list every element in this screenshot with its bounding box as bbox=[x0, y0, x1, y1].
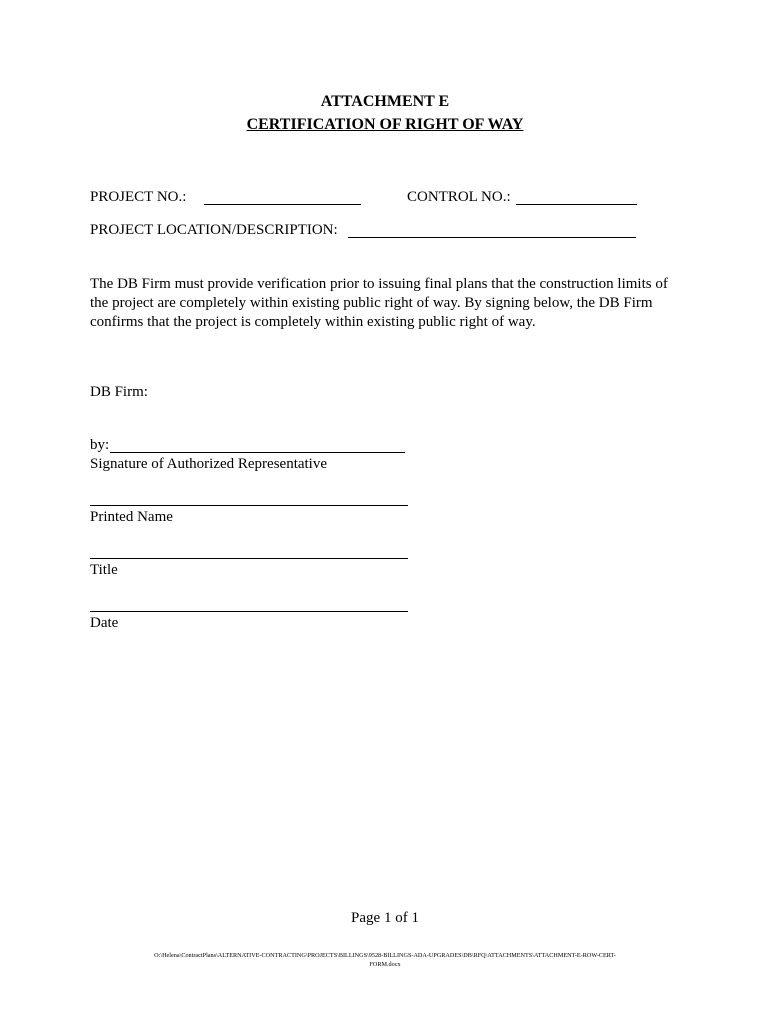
project-location-field[interactable] bbox=[348, 237, 636, 238]
signature-field[interactable] bbox=[110, 452, 405, 453]
printed-name-field[interactable] bbox=[90, 505, 408, 506]
printed-name-caption: Printed Name bbox=[90, 509, 173, 525]
by-label: by: bbox=[90, 437, 110, 453]
control-no-field[interactable] bbox=[516, 204, 637, 205]
paragraph-line: the project are completely within existing public right of way. By signing below, the DB Firm bbox=[90, 295, 653, 311]
date-caption: Date bbox=[90, 615, 119, 631]
attachment-heading: ATTACHMENT E bbox=[320, 93, 450, 110]
db-firm-label: DB Firm: bbox=[90, 384, 148, 400]
project-location-label: PROJECT LOCATION/DESCRIPTION: bbox=[90, 222, 338, 238]
page-number: Page 1 of 1 bbox=[351, 910, 419, 926]
paragraph-line: The DB Firm must provide verification prior to issuing final plans that the construction limits of bbox=[90, 276, 668, 292]
title-caption: Title bbox=[90, 562, 118, 578]
project-no-field[interactable] bbox=[204, 204, 361, 205]
control-no-label: CONTROL NO.: bbox=[407, 189, 511, 205]
signature-caption: Signature of Authorized Representative bbox=[90, 456, 328, 472]
date-field[interactable] bbox=[90, 611, 408, 612]
paragraph-line: confirms that the project is completely within existing public right of way. bbox=[90, 314, 536, 330]
file-path-line: O:\Helena\ContractPlans\ALTERNATIVE-CONTRACTING\PROJECTS\BILLINGS\9528-BILLINGS-ADA-UPGRADES\DB\RFQ\ATTACHMENTS\ATTACHMENT-E-ROW-CERT- bbox=[154, 952, 616, 959]
document-title: CERTIFICATION OF RIGHT OF WAY bbox=[246, 116, 524, 133]
project-no-label: PROJECT NO.: bbox=[90, 189, 187, 205]
file-path-line: FORM.docx bbox=[369, 961, 401, 968]
title-field[interactable] bbox=[90, 558, 408, 559]
file-path-footer bbox=[85, 951, 685, 969]
certification-paragraph bbox=[90, 275, 690, 332]
